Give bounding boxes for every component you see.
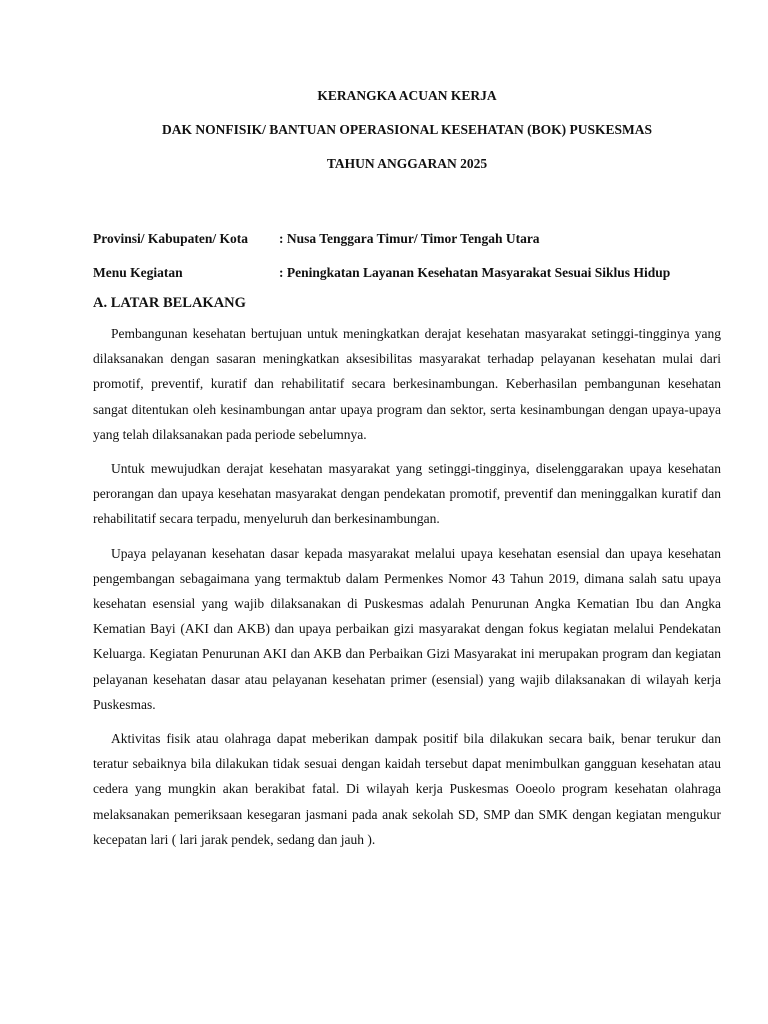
- document-subtitle: DAK NONFISIK/ BANTUAN OPERASIONAL KESEHATAN (BOK) PUSKESMAS: [161, 122, 653, 137]
- fiscal-year-heading: TAHUN ANGGARAN 2025: [326, 156, 488, 171]
- document-meta: [93, 226, 721, 286]
- province-row: [93, 226, 721, 252]
- section-heading-latar-belakang: A. LATAR BELAKANG: [93, 295, 246, 311]
- document-title: KERANGKA ACUAN KERJA: [317, 88, 497, 103]
- paragraph: Untuk mewujudkan derajat kesehatan masyarakat yang setinggi-tingginya, diselenggarakan upaya kesehatan perorangan dan upaya kesehatan masyarakat dengan pendekatan promotif, preventif dan meninggalkan kuratif dan rehabilitatif secara terpadu, menyeluruh dan berkesinambungan.: [93, 461, 721, 527]
- menu-value: : Peningkatan Layanan Kesehatan Masyarakat Sesuai Siklus Hidup: [279, 265, 671, 280]
- paragraph: Aktivitas fisik atau olahraga dapat meberikan dampak positif bila dilakukan secara baik, benar terukur dan teratur sebaiknya bila dilakukan tidak sesuai dengan kaidah tersebut dapat menimbulkan gangguan kesehatan atau cedera yang mungkin akan berakibat fatal. Di wilayah kerja Puskesmas Ooeolo program kesehatan olahraga melaksanakan pemeriksaan kesegaran jasmani pada anak sekolah SD, SMP dan SMK dengan kegiatan mengukur kecepatan lari ( lari jarak pendek, sedang dan jauh ).: [93, 731, 721, 847]
- menu-label: Menu Kegiatan: [93, 265, 183, 280]
- province-label: Provinsi/ Kabupaten/ Kota: [93, 231, 249, 246]
- paragraph: Upaya pelayanan kesehatan dasar kepada masyarakat melalui upaya kesehatan esensial dan upaya kesehatan pengembangan sebagaimana yang termaktub dalam Permenkes Nomor 43 Tahun 2019, dimana salah satu upaya kesehatan esensial yang wajib dilaksanakan di Puskesmas adalah Penurunan Angka Kematian Ibu dan Angka Kematian Bayi (AKI dan AKB) dan upaya perbaikan gizi masyarakat dengan fokus kegiatan melalui Pendekatan Keluarga. Kegiatan Penurunan AKI dan AKB dan Perbaikan Gizi Masyarakat ini merupakan program dan kegiatan pelayanan kesehatan dasar atau pelayanan kesehatan primer (esensial) yang wajib dilaksanakan di wilayah kerja Puskesmas.: [93, 545, 721, 712]
- menu-row: [93, 260, 721, 286]
- province-value: : Nusa Tenggara Timur/ Timor Tengah Utara: [279, 231, 540, 246]
- paragraph: Pembangunan kesehatan bertujuan untuk meningkatkan derajat kesehatan masyarakat setinggi-tingginya yang dilaksanakan dengan sasaran meningkatkan aksesibilitas masyarakat terhadap pelayanan kesehatan mulai dari promotif, preventif, kuratif dan rehabilitatif secara berkesinambungan. Keberhasilan pembangunan kesehatan sangat ditentukan oleh kesinambungan antar upaya program dan sektor, serta kesinambungan dengan upaya-upaya yang telah dilaksanakan pada periode sebelumnya.: [93, 326, 721, 442]
